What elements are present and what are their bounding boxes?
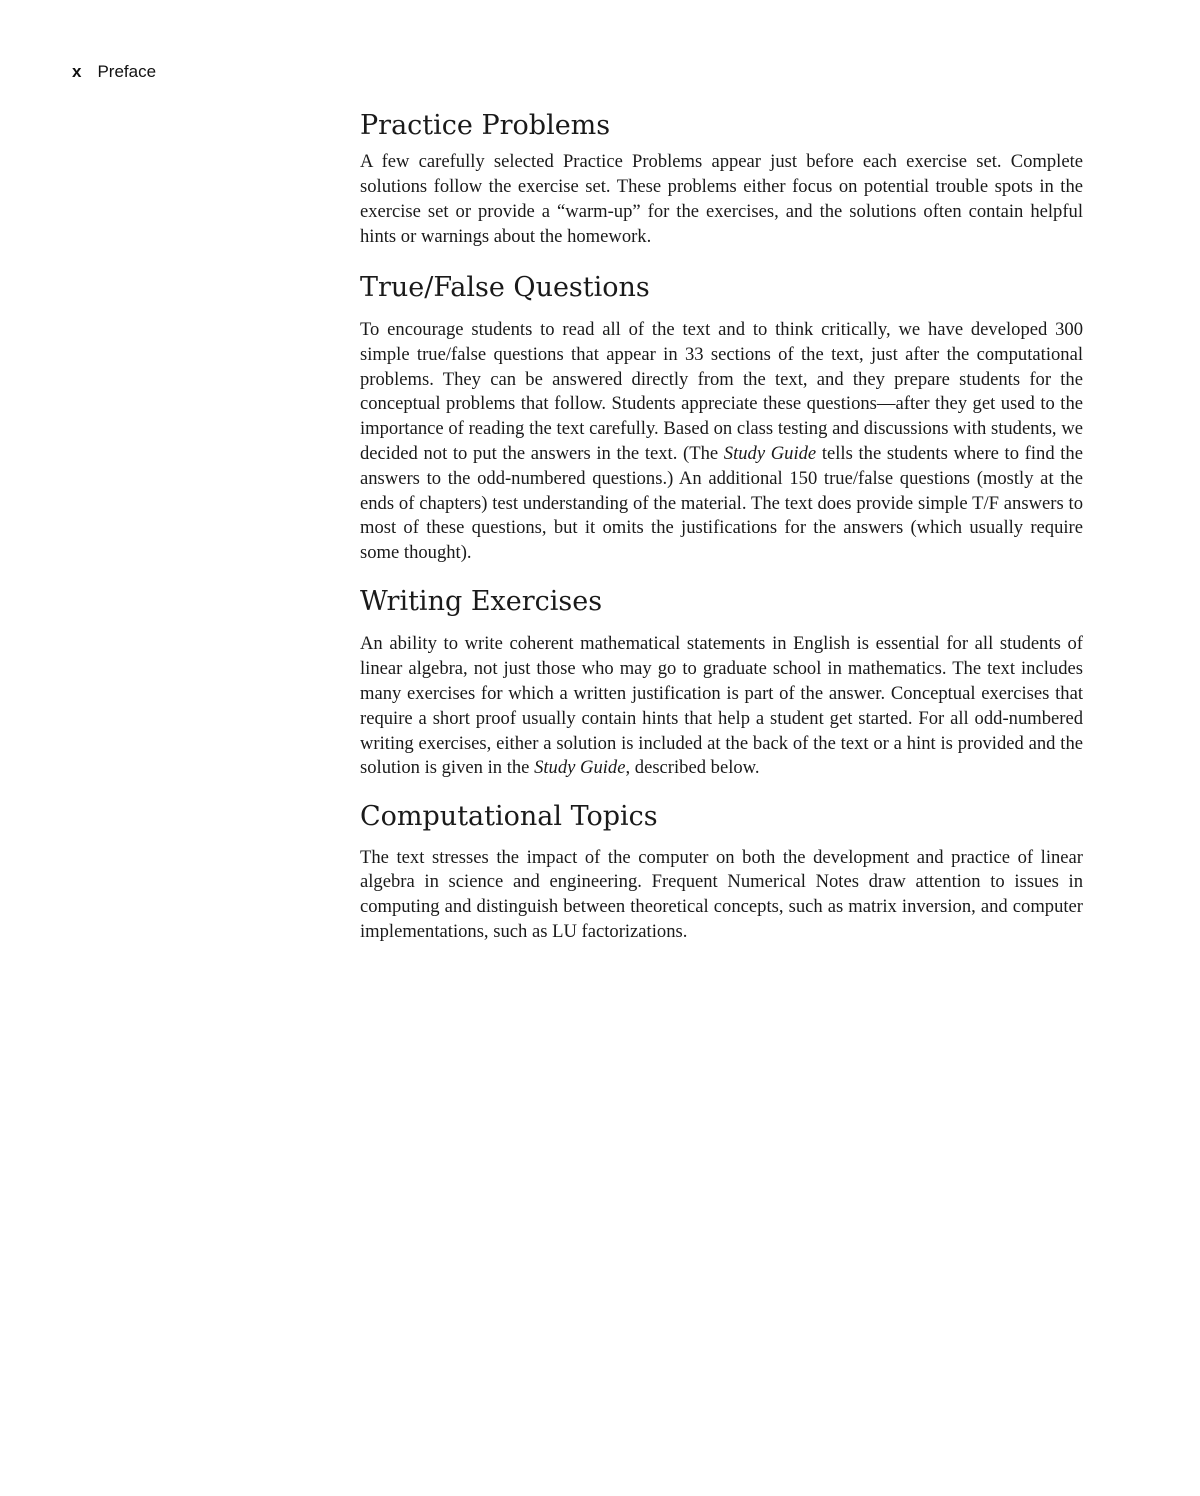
section-practice-problems bbox=[360, 110, 1083, 250]
section-heading: True/False Questions bbox=[360, 271, 650, 303]
italic-title: Study Guide bbox=[723, 442, 817, 464]
section-paragraph: The text stresses the impact of the computer on both the development and practice of linear algebra in science and engineering. Frequent Numerical Notes draw attention to issues in computing and distinguish between theoretical concepts, such as matrix inversion, and computer implementations, such as LU factorizations. bbox=[360, 846, 1083, 942]
text-run: , described below. bbox=[625, 757, 760, 779]
section-heading: Practice Problems bbox=[360, 110, 611, 141]
main-content bbox=[360, 110, 1083, 945]
section-writing-exercises bbox=[360, 586, 1083, 781]
section-heading: Writing Exercises bbox=[360, 585, 603, 617]
running-head-title: Preface bbox=[97, 62, 157, 81]
section-heading: Computational Topics bbox=[360, 801, 658, 833]
section-computational-topics bbox=[360, 801, 1083, 945]
section-paragraph bbox=[360, 632, 1083, 781]
page-number: x bbox=[72, 62, 82, 81]
section-paragraph bbox=[360, 318, 1083, 566]
italic-title: Study Guide bbox=[534, 757, 626, 779]
text-run: To encourage students to read all of the text and to think critically, we have developed 300 simple true/false questions that appear in 33 sections of the text, just after the computational problems. They can be answered directly from the text, and they prepare students for the conceptual problems that follow. Students appreciate these questions—after they get used to the importance of reading the text carefully. Based on class testing and discussions with students, we decided not to put the answers in the text. (The bbox=[360, 318, 1083, 464]
text-run: An ability to write coherent mathematical statements in English is essential for all students of linear algebra, not just those who may go to graduate school in mathematics. The text includes many exercises for which a written justification is part of the answer. Conceptual exercises that require a short proof usually contain hints that help a student get started. For all odd-numbered writing exercises, either a solution is included at the back of the text or a hint is provided and the solution is given in the bbox=[360, 633, 1083, 779]
running-head bbox=[72, 62, 156, 82]
section-paragraph: A few carefully selected Practice Problems appear just before each exercise set. Complete solutions follow the exercise set. These problems either focus on potential trouble spots in the exercise set or provide a “warm-up” for the exercises, and the solutions often contain helpful hints or warnings about the homework. bbox=[360, 151, 1083, 247]
text-run: tells the students where to find the answers to the odd-numbered questions.) An additional 150 true/false questions (mostly at the ends of chapters) test understanding of the material. The text does provide simple T/F answers to most of these questions, but it omits the justifications for the answers (which usually require some thought). bbox=[360, 442, 1083, 564]
section-true-false-questions bbox=[360, 272, 1083, 566]
